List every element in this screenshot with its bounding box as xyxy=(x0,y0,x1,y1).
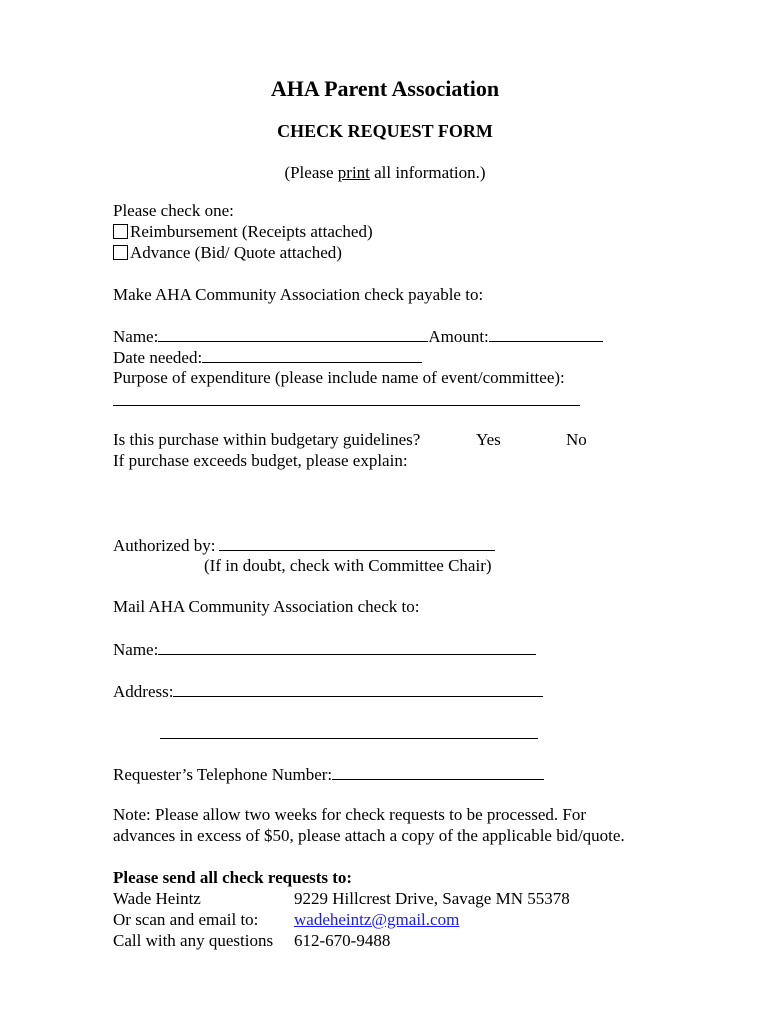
advance-label: Advance (Bid/ Quote attached) xyxy=(130,243,342,262)
date-needed-label: Date needed: xyxy=(113,348,203,367)
instruction-underlined: print xyxy=(337,163,370,182)
payee-name-label: Name: xyxy=(113,327,159,346)
form-title: CHECK REQUEST FORM xyxy=(277,121,493,141)
instruction-pre: (Please xyxy=(284,163,338,182)
reimbursement-label: Reimbursement (Receipts attached) xyxy=(130,222,373,241)
mail-address-label: Address: xyxy=(113,682,174,701)
date-needed-field[interactable] xyxy=(202,347,422,363)
date-row xyxy=(113,347,422,368)
contact-phone: 612-670-9488 xyxy=(294,931,391,950)
budget-explain-label: If purchase exceeds budget, please explain: xyxy=(113,451,408,470)
contact-name: Wade Heintz xyxy=(113,889,201,908)
mail-to-label: Mail AHA Community Association check to: xyxy=(113,597,420,616)
budget-yes-option[interactable]: Yes xyxy=(476,430,501,449)
advance-option[interactable] xyxy=(113,243,342,263)
payable-label: Make AHA Community Association check payable to: xyxy=(113,285,484,304)
payee-name-field[interactable] xyxy=(158,326,428,342)
purpose-field[interactable] xyxy=(113,405,580,406)
note-line-2: advances in excess of $50, please attach a copy of the applicable bid/quote. xyxy=(113,826,625,845)
amount-field[interactable] xyxy=(489,326,603,342)
contact-address: 9229 Hillcrest Drive, Savage MN 55378 xyxy=(294,889,570,908)
budget-no-option[interactable]: No xyxy=(566,430,587,449)
mail-address-field-line2[interactable] xyxy=(160,738,538,739)
mail-address-field[interactable] xyxy=(173,681,543,697)
email-link[interactable]: wadeheintz@gmail.com xyxy=(294,910,460,929)
payee-row xyxy=(113,326,603,347)
requester-phone-label: Requester’s Telephone Number: xyxy=(113,765,333,784)
requester-phone-field[interactable] xyxy=(332,764,544,780)
amount-label: Amount: xyxy=(428,327,489,346)
email-label: Or scan and email to: xyxy=(113,910,259,929)
authorized-by-label: Authorized by: xyxy=(113,536,216,555)
print-instruction xyxy=(0,163,770,183)
instruction-post: all information.) xyxy=(369,163,486,182)
check-one-label: Please check one: xyxy=(113,201,234,220)
page-title: AHA Parent Association xyxy=(270,76,500,101)
note-line-1: Note: Please allow two weeks for check requests to be processed. For xyxy=(113,805,587,824)
mail-name-label: Name: xyxy=(113,640,159,659)
mail-name-field[interactable] xyxy=(158,639,536,655)
authorized-row xyxy=(113,535,495,556)
mail-address-row xyxy=(113,681,543,702)
advance-checkbox[interactable] xyxy=(113,245,128,260)
reimbursement-option[interactable] xyxy=(113,222,373,242)
phone-row xyxy=(113,764,544,785)
mail-name-row xyxy=(113,639,536,660)
authorized-by-field[interactable] xyxy=(219,535,495,551)
phone-label: Call with any questions xyxy=(113,931,274,950)
purpose-label: Purpose of expenditure (please include name of event/committee): xyxy=(113,368,565,387)
reimbursement-checkbox[interactable] xyxy=(113,224,128,239)
send-requests-heading: Please send all check requests to: xyxy=(113,868,353,887)
budget-question: Is this purchase within budgetary guidelines? xyxy=(113,430,421,449)
authorization-note: (If in doubt, check with Committee Chair) xyxy=(204,556,492,575)
